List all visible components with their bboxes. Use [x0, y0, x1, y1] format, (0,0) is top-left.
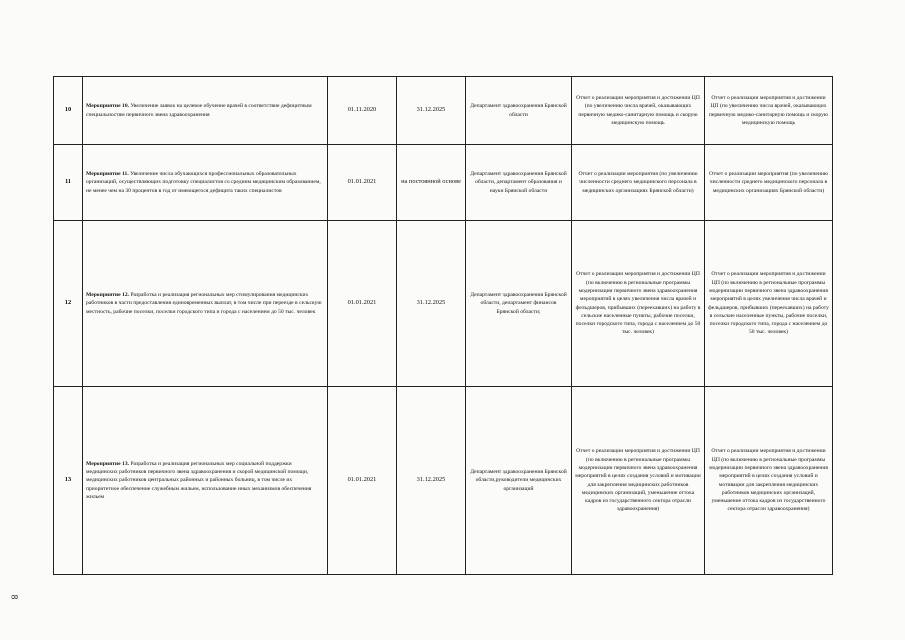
result-indicator: Отчет о реализации мероприятия и достижении ЦП (по включению в региональные программы модернизации первичного звена здравоохранения мероприятий в целях создания условий и мотивации для закрепления медицинских работников медицинских организаций, уменьшение оттока кадров из государственного сектора отрасли здравоохранения) — [705, 387, 833, 575]
table-row — [54, 387, 833, 575]
start-date: 01.11.2020 — [328, 77, 397, 145]
start-date: 01.01.2021 — [328, 221, 397, 387]
end-date: 31.12.2025 — [397, 221, 466, 387]
table-row — [54, 77, 833, 145]
expected-result: Отчет о реализации мероприятия и достижении ЦП (по включению в региональные программы модернизации первичного звена здравоохранения мероприятий в целях увеличения числа врачей и фельдшеров, прибывших (переехавших) на работу в сельские населенные пункты, рабочие поселки, поселки городского типа, города с населением до 50 тыс. человек) — [572, 221, 705, 387]
end-date: 31.12.2025 — [397, 77, 466, 145]
measure-text: Разработка и реализация региональных мер социальной поддержки медицинских работников первичного звена здравоохранения и скорой медицинской помощи, медицинских работников центральных районных и районных больниц, в том числе их приоритетное обеспечение служебным жильем, использование иных механизмов обеспечения жильем — [86, 460, 312, 500]
measure-title: Мероприятие 12. — [86, 292, 130, 299]
measure-title: Мероприятие 11. — [86, 171, 129, 178]
measure-description — [83, 221, 328, 387]
responsible-executor: Департамент здравоохранения Брянской области,руководители медицинских организаций — [466, 387, 572, 575]
measure-text: Увеличение числа обучающихся профессиональных образовательных организаций, осуществляющих подготовку специалистов со средним медицинским образованием, не менее чем на 30 процентов в год от имеющегося дефицита таких специалистов — [86, 171, 321, 194]
start-date: 01.01.2021 — [328, 387, 397, 575]
result-indicator: Отчет о реализации мероприятия (по увеличению численности среднего медицинского персонала в медицинских организациях Брянской области) — [705, 145, 833, 221]
row-number: 11 — [54, 145, 83, 221]
measure-description — [83, 145, 328, 221]
measure-title: Мероприятие 13. — [86, 460, 130, 467]
result-indicator: Отчет о реализации мероприятия и достижении ЦП (по включению в региональные программы модернизации первичного звена здравоохранения мероприятий в целях увеличения числа врачей и фельдшеров, прибывших (переехавших) на работу в сельские населенные пункты, рабочие поселки, поселки городского типа, города с населением до 50 тыс. человек) — [705, 221, 833, 387]
measure-description — [83, 387, 328, 575]
measures-table — [53, 76, 833, 575]
page-number: 8 — [9, 594, 20, 600]
measure-text: Разработка и реализация региональных мер стимулирования медицинских работников в части предоставления единовременных выплат, в том числе при переезде в сельскую местность, рабочие поселки, поселки городского типа и города с населением до 50 тыс. человек — [86, 292, 322, 315]
expected-result: Отчет о реализации мероприятия и достижении ЦП (по включению в региональные программы модернизации первичного звена здравоохранения мероприятий в целях создания условий и мотивации для закрепления медицинских работников медицинских организаций, уменьшение оттока кадров из государственного сектора отрасли здравоохранения) — [572, 387, 705, 575]
table-row — [54, 221, 833, 387]
end-date: 31.12.2025 — [397, 387, 466, 575]
responsible-executor: Департамент здравоохранения Брянской области — [466, 77, 572, 145]
start-date: 01.01.2021 — [328, 145, 397, 221]
row-number: 10 — [54, 77, 83, 145]
responsible-executor: Департамент здравоохранения Брянской области, департамент образования и науки Брянской области — [466, 145, 572, 221]
responsible-executor: Департамент здравоохранения Брянской области, департамент финансов Брянской области; — [466, 221, 572, 387]
expected-result: Отчет о реализации мероприятия и достижении ЦП (по увеличению числа врачей, оказывающих первичную медико-санитарную помощь и скорую медицинскую помощь — [572, 77, 705, 145]
result-indicator: Отчет о реализации мероприятия и достижении ЦП (по увеличению числа врачей, оказывающих первичную медико-санитарную помощь и скорую медицинскую помощь — [705, 77, 833, 145]
measure-title: Мероприятие 10. — [86, 103, 130, 110]
row-number: 12 — [54, 221, 83, 387]
expected-result: Отчет о реализации мероприятия (по увеличению численности среднего медицинского персонала в медицинских организациях Брянской области) — [572, 145, 705, 221]
end-date: на постоянной основе — [397, 145, 466, 221]
measure-description — [83, 77, 328, 145]
table-row — [54, 145, 833, 221]
measure-text: Увеличение заявок на целевое обучение врачей в соответствие дефицитным специальностям первичного звена здравоохранения — [86, 103, 312, 118]
row-number: 13 — [54, 387, 83, 575]
